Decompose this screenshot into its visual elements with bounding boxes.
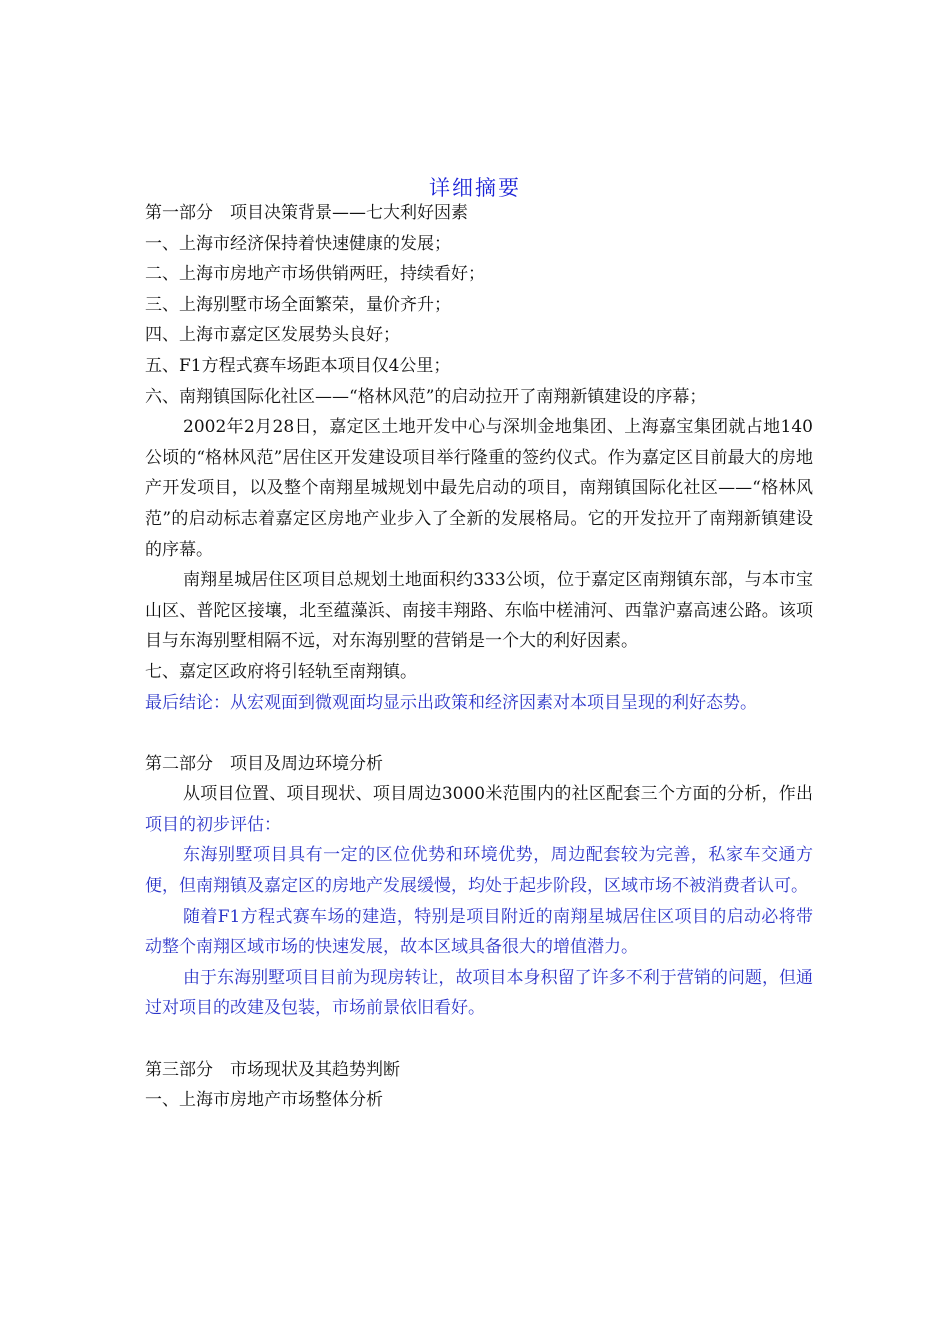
section-spacer (145, 718, 813, 749)
part1-heading: 第一部分 项目决策背景——七大利好因素 (145, 203, 468, 223)
part3-heading: 第三部分 市场现状及其趋势判断 (145, 1059, 400, 1080)
part2-paragraph-2: 随着F1方程式赛车场的建造，特别是项目附近的南翔星城居住区项目的启动必将带动整个南翔区域市场的快速发展，故本区域具备很大的增值潜力。 (145, 906, 813, 958)
document-title: 详细摘要 (429, 176, 521, 200)
document-body (145, 198, 813, 1116)
part2-intro (145, 779, 813, 840)
part1-paragraph-1: 2002年2月28日，嘉定区土地开发中心与深圳金地集团、上海嘉宝集团就占地140公顷的“格林风范”居住区开发建设项目举行隆重的签约仪式。作为嘉定区目前最大的房地产开发项目，以及整个南翔星城规划中最先启动的项目，南翔镇国际化社区——“格林风范”的启动标志着嘉定区房地产业步入了全新的发展格局。它的开发拉开了南翔新镇建设的序幕。 (145, 417, 813, 560)
part1-paragraph-2: 南翔星城居住区项目总规划土地面积约333公顷，位于嘉定区南翔镇东部，与本市宝山区、普陀区接壤，北至蕴藻浜、南接丰翔路、东临中槎浦河、西靠沪嘉高速公路。该项目与东海别墅相隔不远，对东海别墅的营销是一个大的利好因素。 (145, 570, 813, 652)
part1-item-1: 一、上海市经济保持着快速健康的发展； (145, 233, 451, 254)
section-spacer (145, 1024, 813, 1055)
part1-item-5: 五、F1方程式赛车场距本项目仅4公里； (145, 355, 451, 376)
part2-intro-highlight: 项目的初步评估： (145, 814, 281, 835)
part1-item-7: 七、嘉定区政府将引轻轨至南翔镇。 (145, 661, 417, 682)
part2-paragraph-1: 东海别墅项目具有一定的区位优势和环境优势，周边配套较为完善，私家车交通方便，但南翔镇及嘉定区的房地产发展缓慢，均处于起步阶段，区域市场不被消费者认可。 (145, 845, 813, 897)
part2-paragraph-3: 由于东海别墅项目目前为现房转让，故项目本身积留了许多不利于营销的问题，但通过对项目的改建及包装，市场前景依旧看好。 (145, 967, 813, 1019)
part1-item-6: 六、南翔镇国际化社区——“格林风范”的启动拉开了南翔新镇建设的序幕； (145, 386, 707, 407)
part1-item-2: 二、上海市房地产市场供销两旺，持续看好； (145, 264, 485, 285)
part2-heading: 第二部分 项目及周边环境分析 (145, 753, 383, 774)
part1-conclusion: 最后结论：从宏观面到微观面均显示出政策和经济因素对本项目呈现的利好态势。 (145, 692, 757, 713)
part1-item-4: 四、上海市嘉定区发展势头良好； (145, 325, 400, 346)
part1-item-3: 三、上海别墅市场全面繁荣，量价齐升； (145, 294, 451, 315)
part2-intro-text: 从项目位置、项目现状、项目周边3000米范围内的社区配套三个方面的分析，作出 (183, 784, 813, 805)
part3-item-1: 一、上海市房地产市场整体分析 (145, 1090, 383, 1111)
